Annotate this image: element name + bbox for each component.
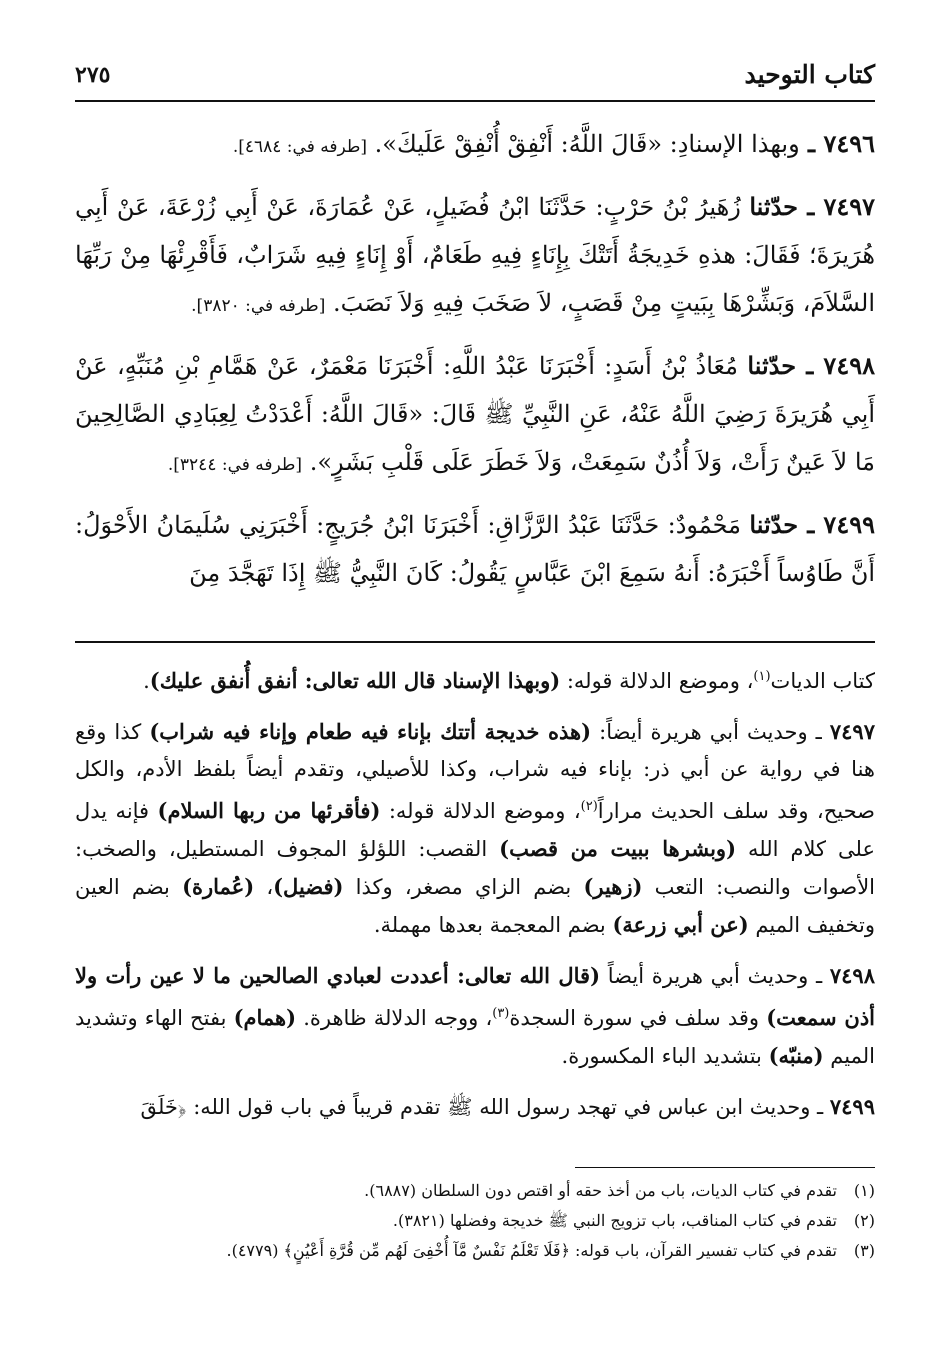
commentary-text: ، وموضع الدلالة قوله: [560,669,754,693]
page-number: ٢٧٥ [75,62,111,88]
quoted-text: (عن أبي زرعة) [612,912,749,937]
commentary-paragraph [75,713,875,944]
commentary-text: ، ووجه الدلالة ظاهرة. [296,1006,493,1030]
hadith-number: ٧٤٩٧ [823,192,875,221]
quoted-text: (هذه خديجة أتتك بإناء فيه طعام وإناء فيه شراب) [149,719,592,744]
hadith-text-section [75,120,875,609]
quoted-text: (وبشرها ببيت من قصب) [499,836,737,861]
footnote-text: تقدم في كتاب تفسير القرآن، باب قوله: ﴿فَلَا تَعْلَمُ نَفْسٌ مَّآ أُخْفِىَ لَهُم مِّن قُرَّةِ أَعْيُنٍ﴾ (٤٧٧٩). [226,1241,837,1260]
footnote-rule [575,1167,875,1168]
cross-reference: [طرفه في: ٣٨٢٠]. [191,296,326,316]
cross-reference: [طرفه في: ٤٦٨٤]. [232,137,368,157]
hadith-number: ٧٤٩٩ [823,510,875,539]
commentary-section [75,658,875,1139]
hadith-7497: ٧٤٩٧ ـ حدّثنا زُهَيرُ بْنُ حَرْبٍ: حَدَّثَنَا ابْنُ فُضَيلٍ، عَنْ عُمَارَةَ، عَنْ أَبِي زُرْعَةَ، عَنْ أَبِي هُرَيرَةَ؛ فَقَالَ: هذهِ خَدِيجَةُ أَتَتْكَ بِإِنَاءٍ فِيهِ طَعَامٌ، أَوْ إِنَاءٍ فِيهِ شَرَابٌ، فَأَقْرِئْهَا مِنْ رَبِّهَا السَّلاَمَ، وَبَشِّرْهَا بِبَيتٍ مِنْ قَصَبٍ، لاَ صَخَبَ فِيهِ وَلاَ نَصَبَ. [طرفه في: ٣٨٢٠]. [75,192,875,317]
commentary-text: بضم العين وتخفيف الميم [75,875,875,937]
footnote-marker: (٢) [580,799,598,814]
chain-intro: حدّثنا [747,351,797,380]
quoted-text: (قال الله تعالى: أعددت لعبادي الصالحين ما لا عين رأت ولا أذن سمعت) [75,963,876,1030]
commentary-text: ، [254,875,274,899]
hadith-number: ٧٤٩٨ [823,351,875,380]
commentary-text: كتاب الديات [770,669,875,693]
footnote-text: تقدم في كتاب المناقب، باب تزويج النبي ﷺ خديجة وفضلها (٣٨٢١). [392,1211,837,1230]
quoted-text: (زهير) [583,874,643,899]
commentary-paragraph [75,957,875,1075]
footnote-marker: (٣) [492,1006,510,1021]
footnote-2 [75,1206,875,1236]
hadith-text: مُعَاذُ بْنُ أَسَدٍ: أَخْبَرَنَا عَبْدُ اللَّهِ: أَخْبَرَنَا مَعْمَرٌ، عَنْ هَمَّامِ بْنِ مُنَبِّهٍ، عَنْ أَبِي هُرَيرَةَ رَضِيَ اللَّهُ عَنْهُ، عَنِ النَّبِيِّ ﷺ قَالَ: «قَالَ اللَّهُ: أَعْدَدْتُ لِعِبَادِي الصَّالِحِينَ مَا لاَ عَينٌ رَأَتْ، وَلاَ أُذُنٌ سَمِعَتْ، وَلاَ خَطَرَ عَلَى قَلْبِ بَشَرٍ». [75,352,875,476]
quoted-text: (منبّه) [768,1043,824,1068]
commentary-text: فإنه يدل على كلام الله [75,799,876,861]
commentary-text: ـ وحديث أبي هريرة أيضاً [600,964,830,988]
chain-intro: حدّثنا [749,510,799,539]
footnote-number: (١) [853,1181,875,1200]
footnote-1 [75,1176,875,1206]
footnote-number: (٣) [853,1241,875,1260]
quoted-text: (وبهذا الإسناد قال الله تعالى: أنفق أُنفق عليك) [149,668,561,693]
quoted-text: (فضيل) [273,874,344,899]
commentary-text: ـ وحديث أبي هريرة أيضاً: [591,720,830,744]
hadith-text: وبهذا الإسنادِ: «قَالَ اللَّهُ: أَنْفِقْ أُنْفِقْ عَلَيكَ». [374,130,800,158]
commentary-text: ـ وحديث ابن عباس في تهجد رسول الله ﷺ تقدم قريباً في باب قول الله: ﴿خَلَقَ [140,1095,830,1119]
commentary-text: بضم المعجمة بعدها مهملة. [373,913,613,937]
hadith-7499: ٧٤٩٩ ـ حدّثنا مَحْمُودٌ: حَدَّثَنَا عَبْدُ الرَّزَّاقِ: أَخْبَرَنَا ابْنُ جُرَيجٍ: أَخْبَرَنِي سُلَيمَانُ الأَحْوَلُ: أَنَّ طَاوُساً أَخْبَرَهُ: أَنهُ سَمِعَ ابْنَ عَبَّاسٍ يَقُولُ: كَانَ النَّبِيُّ ﷺ إِذَا تَهَجَّدَ مِنَ [75,510,875,587]
quoted-text: (عُمارة) [182,874,255,899]
running-title: كتاب التوحيد [744,60,875,89]
hadith-7496: ٧٤٩٦ ـ وبهذا الإسنادِ: «قَالَ اللَّهُ: أَنْفِقْ أُنْفِقْ عَلَيكَ». [طرفه في: ٤٦٨٤]. [232,129,875,158]
quoted-text: (فأقرئها من ربها السلام) [157,798,381,823]
quoted-text: (همام) [233,1005,297,1030]
cross-reference: [طرفه في: ٣٢٤٤]. [167,455,303,475]
hadith-number: ٧٤٩٧ [829,719,875,744]
commentary-paragraph [75,658,875,700]
hadith-number: ٧٤٩٩ [829,1094,875,1119]
hadith-7498: ٧٤٩٨ ـ حدّثنا مُعَاذُ بْنُ أَسَدٍ: أَخْبَرَنَا عَبْدُ اللَّهِ: أَخْبَرَنَا مَعْمَرٌ، عَنْ هَمَّامِ بْنِ مُنَبِّهٍ، عَنْ أَبِي هُرَيرَةَ رَضِيَ اللَّهُ عَنْهُ، عَنِ النَّبِيِّ ﷺ قَالَ: «قَالَ اللَّهُ: أَعْدَدْتُ لِعِبَادِي الصَّالِحِينَ مَا لاَ عَينٌ رَأَتْ، وَلاَ أُذُنٌ سَمِعَتْ، وَلاَ خَطَرَ عَلَى قَلْبِ بَشَرٍ». [طرفه في: ٣٢٤٤]. [75,351,875,476]
footnote-marker: (١) [753,669,771,684]
commentary-text: بتشديد الباء المكسورة. [561,1044,769,1068]
footnote-number: (٢) [853,1211,875,1230]
hadith-number: ٧٤٩٨ [829,963,875,988]
commentary-text: بضم الزاي مصغر، وكذا [343,875,584,899]
footnote-3 [75,1236,875,1266]
hadith-text: زُهَيرُ بْنُ حَرْبٍ: حَدَّثَنَا ابْنُ فُضَيلٍ، عَنْ عُمَارَةَ، عَنْ أَبِي زُرْعَةَ، عَنْ أَبِي هُرَيرَةَ؛ فَقَالَ: هذهِ خَدِيجَةُ أَتَتْكَ بِإِنَاءٍ فِيهِ طَعَامٌ، أَوْ إِنَاءٍ فِيهِ شَرَابٌ، فَأَقْرِئْهَا مِنْ رَبِّهَا السَّلاَمَ، وَبَشِّرْهَا بِبَيتٍ مِنْ قَصَبٍ، لاَ صَخَبَ فِيهِ وَلاَ نَصَبَ. [75,193,875,317]
commentary-paragraph [75,1088,875,1126]
footnotes [75,1176,875,1266]
section-divider [75,641,875,643]
hadith-text: مَحْمُودٌ: حَدَّثَنَا عَبْدُ الرَّزَّاقِ: أَخْبَرَنَا ابْنُ جُرَيجٍ: أَخْبَرَنِي سُلَيمَانُ الأَحْوَلُ: أَنَّ طَاوُساً أَخْبَرَهُ: أَنهُ سَمِعَ ابْنَ عَبَّاسٍ يَقُولُ: كَانَ النَّبِيُّ ﷺ إِذَا تَهَجَّدَ مِنَ [75,511,875,587]
commentary-text: ، وموضع الدلالة قوله: [380,799,581,823]
commentary-text: بفتح الهاء وتشديد الميم [75,1006,875,1068]
commentary-text: . [143,669,150,693]
footnote-text: تقدم في كتاب الديات، باب من أخذ حقه أو اقتص دون السلطان (٦٨٨٧). [364,1181,837,1200]
hadith-number: ٧٤٩٦ [823,129,875,158]
commentary-text: كذا وقع هنا في رواية عن أبي ذر: بإناء فيه شراب، وكذا للأصيلي، وتقدم أيضاً بلفظ الأدم، والكل صحيح، وقد سلف الحديث مراراً [75,720,875,823]
commentary-text: القصب: اللؤلؤ المجوف المستطيل، والصخب: الأصوات والنصب: التعب [75,837,876,899]
commentary-text: وقد سلف في سورة السجدة [509,1006,767,1030]
chain-intro: حدّثنا [749,192,798,221]
page-header [75,52,875,102]
